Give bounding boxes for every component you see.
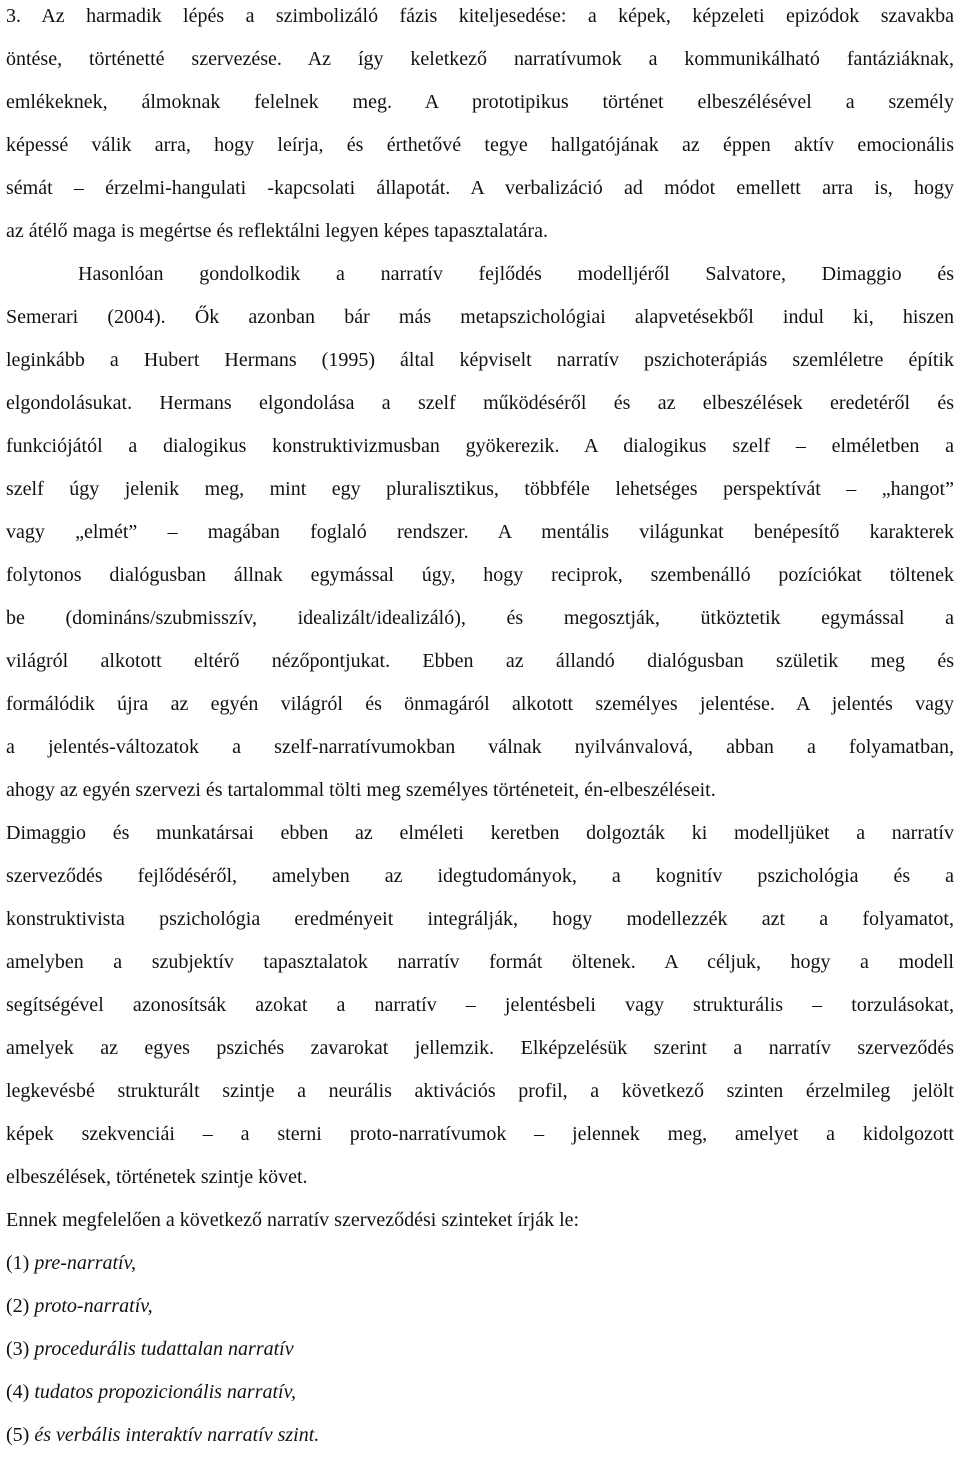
paragraph-line: Ennek megfelelően a következő narratív szerveződési szinteket írják le: (6, 1209, 580, 1231)
list-item (6, 1376, 954, 1420)
paragraph-line: 3. Az harmadik lépés a szimbolizáló fázis kiteljesedése: a képek, képzeleti epizódok szavakba (6, 5, 954, 27)
paragraph-line: szelf úgy jelenik meg, mint egy pluralisztikus, többféle lehetséges perspektívát – „hangot” (6, 478, 954, 500)
paragraph-line: leginkább a Hubert Hermans (1995) által képviselt narratív pszichoterápiás szemléletre építik (6, 349, 954, 371)
list-item (6, 1333, 954, 1377)
paragraph-line: elbeszélések, történetek szintje követ. (6, 1166, 308, 1188)
paragraph-line: a jelentés-változatok a szelf-narratívumokban válnak nyilvánvalová, abban a folyamatban, (6, 736, 954, 758)
paragraph-line: folytonos dialógusban állnak egymással úgy, hogy reciprok, szembenálló pozíciókat töltenek (6, 564, 954, 586)
paragraph-line: öntése, történetté szervezése. Az így keletkező narratívumok a kommunikálható fantáziáknak, (6, 48, 954, 70)
list-item-label: pre-narratív, (34, 1252, 136, 1274)
paragraph-line: Semerari (2004). Ők azonban bár más metapszichológiai alapvetésekből indul ki, hiszen (6, 306, 954, 328)
paragraph-line: ahogy az egyén szervezi és tartalommal tölti meg személyes történeteit, én-elbeszéléseit. (6, 779, 716, 801)
paragraph-line: Hasonlóan gondolkodik a narratív fejlődés modelljéről Salvatore, Dimaggio és (78, 263, 954, 285)
paragraph-line: világról alkotott eltérő nézőpontjukat. Ebben az állandó dialógusban születik meg és (6, 650, 954, 672)
list-item-label: és verbális interaktív narratív szint. (34, 1424, 320, 1446)
list-item-number: (5) (6, 1424, 30, 1446)
paragraph-line: legkevésbé strukturált szintje a neurális aktivációs profil, a következő szinten érzelmileg jelölt (6, 1080, 954, 1102)
paragraph-line: az átélő maga is megértse és reflektálni legyen képes tapasztalatára. (6, 220, 548, 242)
paragraph-line: vagy „elmét” – magában foglaló rendszer. A mentális világunkat benépesítő karakterek (6, 521, 954, 543)
list-item-number: (4) (6, 1381, 30, 1403)
list-item (6, 1419, 954, 1463)
list-item-number: (2) (6, 1295, 30, 1317)
paragraph-line: formálódik újra az egyén világról és önmagáról alkotott személyes jelentése. A jelentés vagy (6, 693, 954, 715)
paragraph-line: elgondolásukat. Hermans elgondolása a szelf működéséről és az elbeszélések eredetéről és (6, 392, 954, 414)
list-item-label: tudatos propozicionális narratív, (34, 1381, 297, 1403)
paragraph-line: konstruktivista pszichológia eredményeit integrálják, hogy modellezzék azt a folyamatot, (6, 908, 954, 930)
paragraph-line: képessé válik arra, hogy leírja, és érthetővé tegye hallgatójának az éppen aktív emocionális (6, 134, 954, 156)
list-item (6, 1247, 954, 1291)
paragraph-line: amelyben a szubjektív tapasztalatok narratív formát öltenek. A céljuk, hogy a modell (6, 951, 954, 973)
paragraph-line: emlékeknek, álmoknak felelnek meg. A prototipikus történet elbeszélésével a személy (6, 91, 954, 113)
list-item-number: (3) (6, 1338, 30, 1360)
paragraph-line: szerveződés fejlődéséről, amelyben az idegtudományok, a kognitív pszichológia és a (6, 865, 954, 887)
list-item-label: procedurális tudattalan narratív (34, 1338, 294, 1360)
paragraph-line: segítségével azonosítsák azokat a narratív – jelentésbeli vagy strukturális – torzulásokat, (6, 994, 954, 1016)
paragraph-line: amelyek az egyes pszichés zavarokat jellemzik. Elképzelésük szerint a narratív szerveződés (6, 1037, 954, 1059)
paragraph-line: képek szekvenciái – a sterni proto-narratívumok – jelennek meg, amelyet a kidolgozott (6, 1123, 954, 1145)
paragraph-line: Dimaggio és munkatársai ebben az elméleti keretben dolgozták ki modelljüket a narratív (6, 822, 954, 844)
paragraph-line: be (domináns/szubmisszív, idealizált/idealizáló), és megosztják, ütköztetik egymással a (6, 607, 954, 629)
list-item-label: proto-narratív, (34, 1295, 153, 1317)
list-item (6, 1290, 954, 1334)
list-item-number: (1) (6, 1252, 30, 1274)
paragraph-line: sémát – érzelmi-hangulati -kapcsolati állapotát. A verbalizáció ad módot emellett arra is, hogy (6, 177, 954, 199)
paragraph-line: funkciójától a dialogikus konstruktivizmusban gyökerezik. A dialogikus szelf – elméletben a (6, 435, 954, 457)
